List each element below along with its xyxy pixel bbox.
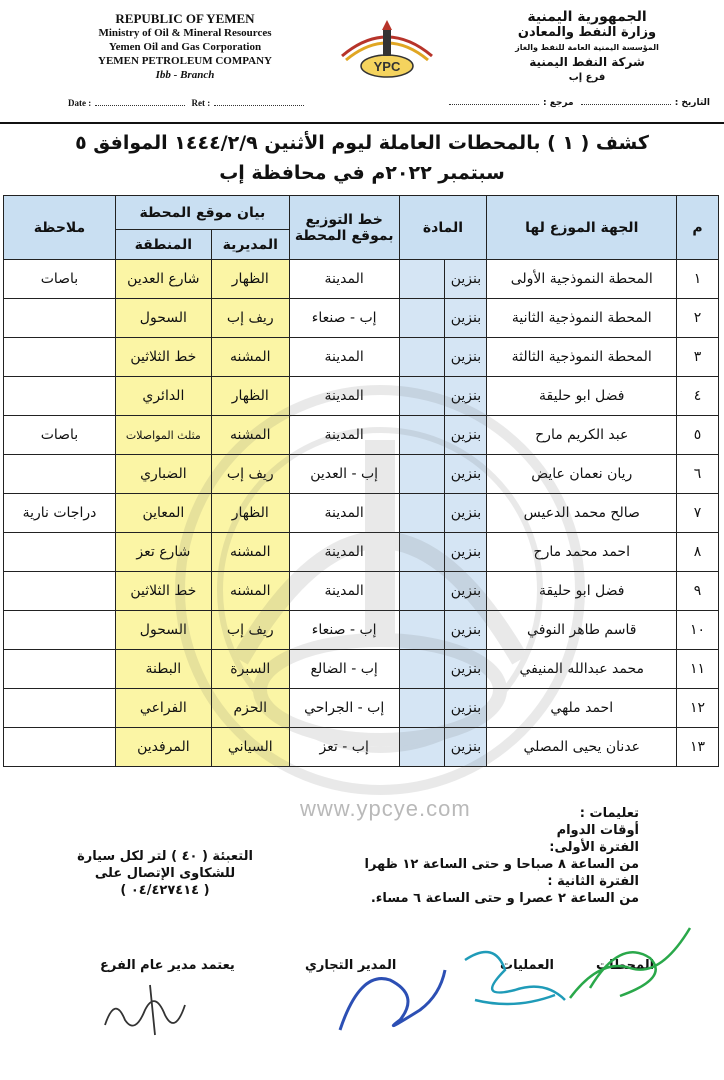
row-note <box>4 338 116 377</box>
row-party: المحطة النموذجية الأولى <box>487 260 677 299</box>
signature-label-operations: العمليات <box>500 958 554 973</box>
row-num: ١١ <box>677 650 719 689</box>
fill-limit: التعبئة ( ٤٠ ) لتر لكل سيارة <box>77 849 253 864</box>
header-note: ملاحظة <box>4 196 116 260</box>
row-line: إب - تعز <box>289 728 399 767</box>
row-directorate: الظهار <box>211 494 289 533</box>
signature-green-icon <box>560 918 700 1008</box>
row-line: المدينة <box>289 416 399 455</box>
row-area: المعاين <box>115 494 211 533</box>
header-material: المادة <box>399 196 487 260</box>
row-spacer <box>399 533 445 572</box>
row-directorate: السياني <box>211 728 289 767</box>
row-note: باصات <box>4 260 116 299</box>
row-spacer <box>399 377 445 416</box>
row-party: عبد الكريم مارح <box>487 416 677 455</box>
row-party: المحطة النموذجية الثالثة <box>487 338 677 377</box>
row-spacer <box>399 611 445 650</box>
row-directorate: المشنه <box>211 338 289 377</box>
row-directorate: الظهار <box>211 260 289 299</box>
letterhead-en-line: Yemen Oil and Gas Corporation <box>108 41 262 53</box>
date-label: Date : <box>68 98 92 108</box>
ref-line <box>214 105 304 106</box>
header-directorate: المديرية <box>211 230 289 260</box>
row-spacer <box>399 494 445 533</box>
date-line <box>95 105 185 106</box>
row-num: ١٢ <box>677 689 719 728</box>
table-row <box>4 416 719 455</box>
complaints-label: للشكاوى الإتصال على <box>94 866 236 881</box>
row-directorate: المشنه <box>211 572 289 611</box>
row-note <box>4 611 116 650</box>
row-line: إب - صنعاء <box>289 299 399 338</box>
stations-table <box>3 195 719 767</box>
row-num: ٢ <box>677 299 719 338</box>
header-line: خط التوزيع بموقع المحطة <box>289 196 399 260</box>
website-watermark: www.ypcye.com <box>300 796 471 821</box>
row-spacer <box>399 416 445 455</box>
row-num: ٥ <box>677 416 719 455</box>
ar-date-label: التاريخ : <box>674 98 710 108</box>
row-material: بنزين <box>445 377 487 416</box>
row-directorate: ريف إب <box>211 455 289 494</box>
row-note <box>4 572 116 611</box>
header-party: الجهة الموزع لها <box>487 196 677 260</box>
row-spacer <box>399 260 445 299</box>
period-1-text: من الساعة ٨ صباحا و حتى الساعة ١٢ ظهرا <box>364 857 639 872</box>
letterhead-ar-line: فرع إب <box>568 72 606 83</box>
row-party: محمد عبدالله المنيفي <box>487 650 677 689</box>
row-area: السحول <box>115 611 211 650</box>
table-row <box>4 650 719 689</box>
letterhead <box>0 0 724 122</box>
table-row <box>4 455 719 494</box>
row-area: المرفدين <box>115 728 211 767</box>
row-material: بنزين <box>445 494 487 533</box>
row-line: إب - الضالع <box>289 650 399 689</box>
signature-blue-icon <box>330 950 450 1040</box>
row-material: بنزين <box>445 611 487 650</box>
row-num: ١٠ <box>677 611 719 650</box>
row-directorate: السبرة <box>211 650 289 689</box>
header-location: بيان موقع المحطة <box>115 196 289 230</box>
row-material: بنزين <box>445 533 487 572</box>
letterhead-arabic <box>472 10 702 85</box>
row-num: ٣ <box>677 338 719 377</box>
row-num: ٩ <box>677 572 719 611</box>
date-ref-ar <box>420 98 710 112</box>
date-ref-en <box>68 98 368 112</box>
row-material: بنزين <box>445 572 487 611</box>
row-party: قاسم طاهر النوفي <box>487 611 677 650</box>
letterhead-en-line: YEMEN PETROLEUM COMPANY <box>98 55 272 67</box>
row-area: شارع تعز <box>115 533 211 572</box>
table-row <box>4 260 719 299</box>
row-directorate: ريف إب <box>211 611 289 650</box>
fill-note <box>50 848 280 899</box>
table-row <box>4 611 719 650</box>
row-spacer <box>399 299 445 338</box>
row-directorate: المشنه <box>211 416 289 455</box>
row-party: احمد ملهي <box>487 689 677 728</box>
signature-label-commercial: المدير التجاري <box>305 958 397 973</box>
row-material: بنزين <box>445 416 487 455</box>
row-note <box>4 377 116 416</box>
ar-ref-line <box>449 104 539 105</box>
letterhead-english <box>40 12 330 82</box>
row-num: ١ <box>677 260 719 299</box>
row-note <box>4 299 116 338</box>
row-area: الضباري <box>115 455 211 494</box>
signature-black-icon <box>95 975 195 1045</box>
row-note: باصات <box>4 416 116 455</box>
row-material: بنزين <box>445 260 487 299</box>
row-directorate: الحزم <box>211 689 289 728</box>
row-party: احمد محمد مارح <box>487 533 677 572</box>
signature-label-approval: يعتمد مدير عام الفرع <box>100 958 235 973</box>
ar-date-line <box>581 104 671 105</box>
row-material: بنزين <box>445 650 487 689</box>
letterhead-ar-line: الجمهورية اليمنية <box>527 9 647 25</box>
table-row <box>4 299 719 338</box>
table-row <box>4 338 719 377</box>
row-area: الفراعي <box>115 689 211 728</box>
row-note <box>4 689 116 728</box>
row-line: إب - صنعاء <box>289 611 399 650</box>
row-spacer <box>399 689 445 728</box>
row-area: شارع العدين <box>115 260 211 299</box>
table-row <box>4 377 719 416</box>
table-row <box>4 494 719 533</box>
row-area: مثلث المواصلات <box>115 416 211 455</box>
row-party: صالح محمد الدعيس <box>487 494 677 533</box>
row-party: ريان نعمان عايض <box>487 455 677 494</box>
row-note: دراجات نارية <box>4 494 116 533</box>
row-line: المدينة <box>289 377 399 416</box>
header-area: المنطقة <box>115 230 211 260</box>
period-2-label: الفترة الثانية : <box>547 874 639 889</box>
row-area: خط الثلاثين <box>115 572 211 611</box>
letterhead-en-line: REPUBLIC OF YEMEN <box>115 11 255 26</box>
signature-teal-icon <box>455 940 575 1020</box>
title-box <box>0 122 724 196</box>
row-spacer <box>399 338 445 377</box>
row-line: المدينة <box>289 494 399 533</box>
row-spacer <box>399 455 445 494</box>
logo-text: YPC <box>373 59 401 74</box>
row-line: المدينة <box>289 260 399 299</box>
row-note <box>4 650 116 689</box>
row-directorate: الظهار <box>211 377 289 416</box>
row-line: إب - العدين <box>289 455 399 494</box>
row-spacer <box>399 650 445 689</box>
row-note <box>4 533 116 572</box>
row-material: بنزين <box>445 728 487 767</box>
table-row <box>4 728 719 767</box>
row-num: ٧ <box>677 494 719 533</box>
instructions-heading: تعليمات : <box>579 806 639 821</box>
working-hours: أوقات الدوام <box>556 823 639 838</box>
row-area: السحول <box>115 299 211 338</box>
row-line: المدينة <box>289 533 399 572</box>
row-line: المدينة <box>289 572 399 611</box>
row-num: ٨ <box>677 533 719 572</box>
letterhead-ar-line: المؤسسة اليمنية العامة للنفط والغاز <box>515 43 659 52</box>
letterhead-en-line: Ministry of Oil & Mineral Resources <box>98 27 272 39</box>
row-area: الدائري <box>115 377 211 416</box>
row-spacer <box>399 728 445 767</box>
row-spacer <box>399 572 445 611</box>
instructions <box>339 805 639 907</box>
row-party: عدنان يحيى المصلي <box>487 728 677 767</box>
table-row <box>4 572 719 611</box>
table-row <box>4 689 719 728</box>
row-area: البطنة <box>115 650 211 689</box>
row-note <box>4 455 116 494</box>
period-1-label: الفترة الأولى: <box>549 840 639 855</box>
row-material: بنزين <box>445 689 487 728</box>
row-party: فضل ابو حليقة <box>487 377 677 416</box>
row-material: بنزين <box>445 338 487 377</box>
letterhead-en-line: Ibb - Branch <box>155 69 215 81</box>
row-party: المحطة النموذجية الثانية <box>487 299 677 338</box>
period-2-text: من الساعة ٢ عصرا و حتى الساعة ٦ مساء. <box>370 891 639 906</box>
row-material: بنزين <box>445 299 487 338</box>
page-title: كشف ( ١ ) بالمحطات العاملة ليوم الأثنين ١٤٤٤/٢/٩ الموافق ٥ سبتمبر ٢٠٢٢م في محافظة إب <box>75 132 649 184</box>
ref-label: Ret : <box>191 98 211 108</box>
row-num: ٦ <box>677 455 719 494</box>
row-line: إب - الجراحي <box>289 689 399 728</box>
complaints-phone: ( ٠٤/٤٢٧٤١٤ ) <box>120 883 210 898</box>
row-num: ٤ <box>677 377 719 416</box>
signature-label-stations: المحطات <box>596 958 655 973</box>
row-directorate: المشنه <box>211 533 289 572</box>
table-row <box>4 533 719 572</box>
header-num: م <box>677 196 719 260</box>
letterhead-ar-line: وزارة النفط والمعادن <box>517 25 657 40</box>
row-party: فضل ابو حليقة <box>487 572 677 611</box>
ar-ref-label: مرجع : <box>543 98 574 108</box>
row-note <box>4 728 116 767</box>
row-material: بنزين <box>445 455 487 494</box>
letterhead-ar-line: شركة النفط اليمنية <box>529 55 645 69</box>
row-directorate: ريف إب <box>211 299 289 338</box>
row-line: المدينة <box>289 338 399 377</box>
row-area: خط الثلاثين <box>115 338 211 377</box>
row-num: ١٣ <box>677 728 719 767</box>
ypc-logo-icon <box>332 16 442 84</box>
